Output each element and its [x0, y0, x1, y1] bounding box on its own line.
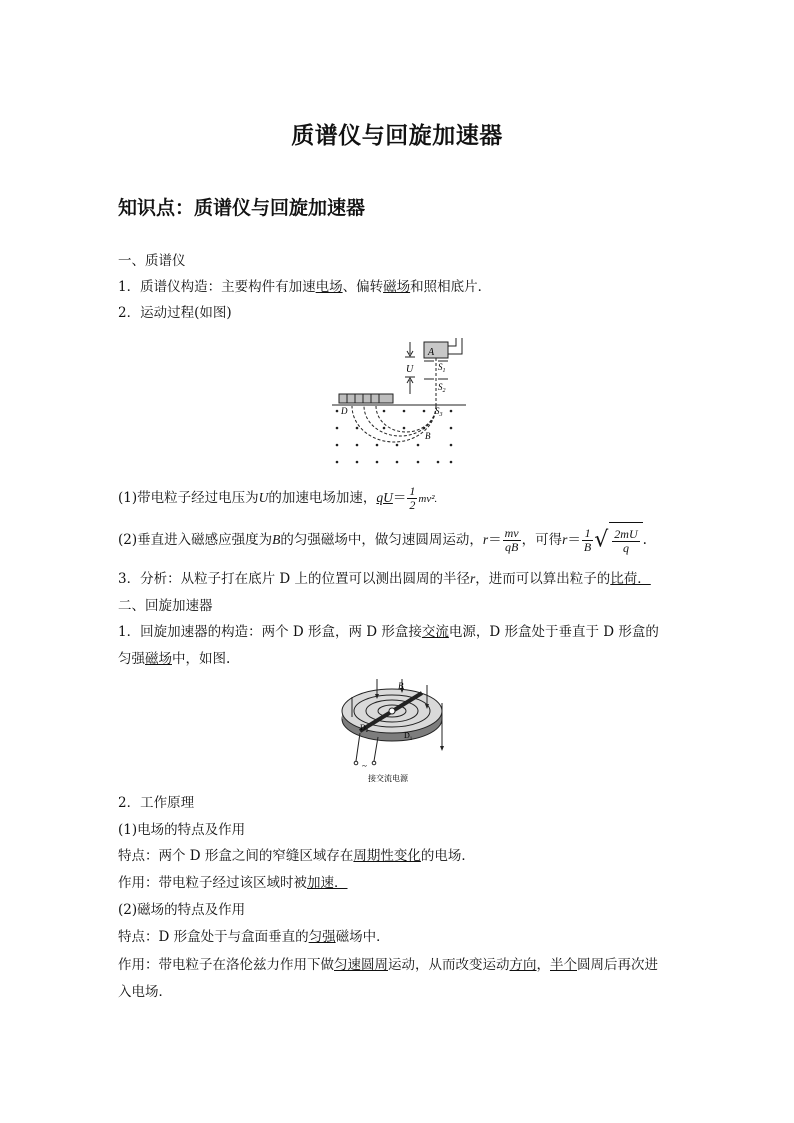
label-D2: $D_2$ [360, 723, 369, 734]
field-dots [336, 410, 453, 464]
part2-m3: 作用：带电粒子在洛伦兹力作用下做匀速圆周运动，从而改变运动方向，半个圆周后再次进 [118, 957, 658, 973]
label-S1: $S_1$ [438, 362, 446, 374]
label-caption: 接交流电源 [368, 774, 408, 783]
mass-spectrometer-diagram [332, 332, 472, 470]
part2-item2: 2．工作原理 [118, 795, 195, 811]
part1-item1: 1．质谱仪构造：主要构件有加速电场、偏转磁场和照相底片． [118, 279, 492, 295]
part2-m4: 入电场． [118, 984, 172, 1000]
part2-m2: 特点：D 形盒处于与盒面垂直的匀强磁场中． [118, 929, 390, 945]
label-B: B [425, 431, 431, 441]
label-A: A [428, 347, 435, 358]
part2-m1: (2)磁场的特点及作用 [118, 902, 246, 918]
section-heading: 知识点：质谱仪与回旋加速器 [118, 197, 366, 219]
part1-step2: (2)垂直进入磁感应强度为B的匀强磁场中，做匀速圆周运动，r＝ $\frac{mv}{qB}$ ，可得r＝ $\frac{1}{B}$ √ $\frac{2mU}{q}$ . [118, 522, 647, 559]
part2-e3: 作用：带电粒子经过该区域时被加速． [118, 875, 348, 891]
label-S2: $S_2$ [438, 382, 446, 394]
part2-heading: 二、回旋加速器 [118, 598, 213, 614]
label-tilde: ~ [362, 761, 367, 771]
part2-item1-line1: 1．回旋加速器的构造：两个 D 形盒，两 D 形盒接交流电源，D 形盒处于垂直于 D 形盒的 [118, 624, 659, 640]
page-title: 质谱仪与回旋加速器 [291, 122, 503, 149]
cyclotron-diagram [330, 677, 462, 785]
part1-heading: 一、质谱仪 [118, 253, 186, 269]
label-B: B [398, 681, 404, 691]
label-U: U [406, 364, 414, 375]
label-D: D [341, 406, 348, 416]
part2-e1: (1)电场的特点及作用 [118, 822, 246, 838]
label-S3: $S_3$ [435, 406, 443, 418]
part1-item2: 2．运动过程(如图) [118, 305, 232, 321]
part2-item1-line2: 匀强磁场中，如图. [118, 651, 231, 667]
part1-step1: (1)带电粒子经过电压为U的加速电场加速，qU＝ $\frac{1}{2}$ mv². [118, 484, 438, 512]
part1-item3: 3．分析：从粒子打在底片 D 上的位置可以测出圆周的半径r，进而可以算出粒子的比荷． [118, 571, 651, 587]
part2-e2: 特点：两个 D 形盒之间的窄缝区域存在周期性变化的电场． [118, 848, 475, 864]
label-D1: $D_1$ [404, 731, 413, 742]
